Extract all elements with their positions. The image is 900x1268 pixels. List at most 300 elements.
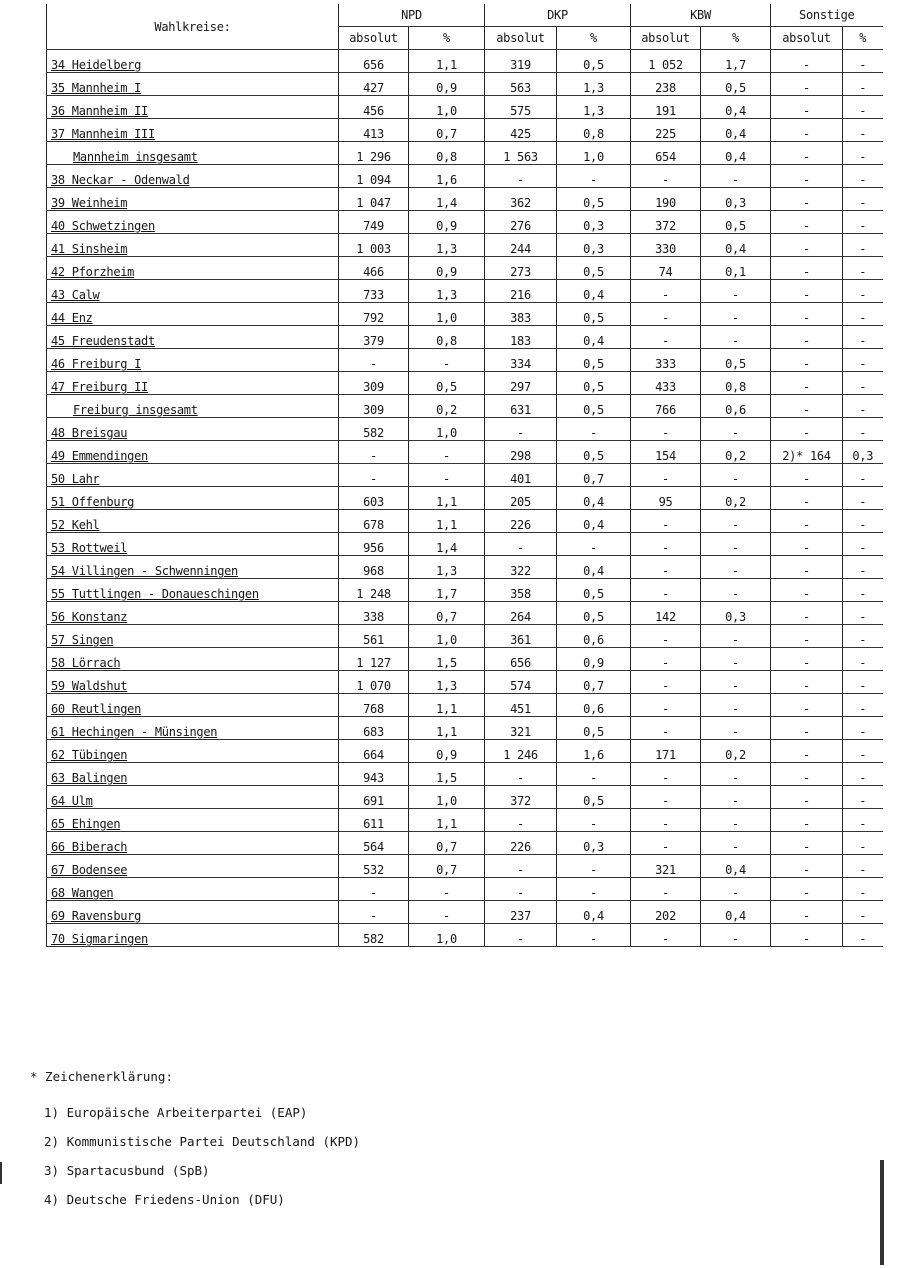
cell-kbw-absolut: - bbox=[631, 510, 701, 533]
table-row bbox=[47, 395, 883, 418]
cell-kbw-absolut: - bbox=[631, 556, 701, 579]
constituency-name: 57 Singen bbox=[51, 633, 114, 647]
table-row bbox=[47, 326, 883, 349]
cell-sonstige-percent: - bbox=[843, 211, 883, 234]
cell-npd-percent: 1,0 bbox=[409, 418, 485, 441]
cell-dkp-percent: 0,4 bbox=[557, 556, 631, 579]
cell-dkp-percent: 0,3 bbox=[557, 832, 631, 855]
cell-kbw-percent: - bbox=[701, 556, 771, 579]
cell-sonstige-percent: - bbox=[843, 878, 883, 901]
cell-dkp-absolut: 1 246 bbox=[485, 740, 557, 763]
table-row bbox=[47, 901, 883, 924]
cell-kbw-percent: 0,5 bbox=[701, 73, 771, 96]
constituency-cell bbox=[47, 786, 339, 809]
subcolumn-dkp-absolut: absolut bbox=[485, 27, 557, 50]
cell-npd-absolut: 564 bbox=[339, 832, 409, 855]
constituency-cell bbox=[47, 671, 339, 694]
table-row bbox=[47, 119, 883, 142]
table-row bbox=[47, 234, 883, 257]
cell-dkp-percent: 0,3 bbox=[557, 211, 631, 234]
table-row bbox=[47, 556, 883, 579]
cell-kbw-percent: 0,4 bbox=[701, 901, 771, 924]
cell-kbw-absolut: - bbox=[631, 717, 701, 740]
constituency-name: 67 Bodensee bbox=[51, 863, 128, 877]
cell-dkp-absolut: 425 bbox=[485, 119, 557, 142]
constituency-cell bbox=[47, 142, 339, 165]
constituency-cell bbox=[47, 878, 339, 901]
cell-dkp-absolut: 237 bbox=[485, 901, 557, 924]
cell-sonstige-absolut: - bbox=[771, 487, 843, 510]
constituency-cell bbox=[47, 763, 339, 786]
cell-kbw-absolut: 225 bbox=[631, 119, 701, 142]
cell-sonstige-percent: - bbox=[843, 786, 883, 809]
cell-dkp-absolut: 362 bbox=[485, 188, 557, 211]
cell-kbw-absolut: - bbox=[631, 648, 701, 671]
cell-dkp-percent: 0,4 bbox=[557, 510, 631, 533]
cell-kbw-absolut: 654 bbox=[631, 142, 701, 165]
cell-sonstige-absolut: - bbox=[771, 326, 843, 349]
cell-sonstige-percent: - bbox=[843, 855, 883, 878]
table-row bbox=[47, 142, 883, 165]
cell-sonstige-absolut: - bbox=[771, 533, 843, 556]
table-row bbox=[47, 717, 883, 740]
table-row bbox=[47, 188, 883, 211]
constituency-name: 62 Tübingen bbox=[51, 748, 128, 762]
cell-kbw-percent: - bbox=[701, 786, 771, 809]
constituency-name: 65 Ehingen bbox=[51, 817, 121, 831]
cell-npd-absolut: 678 bbox=[339, 510, 409, 533]
constituency-cell bbox=[47, 349, 339, 372]
cell-kbw-absolut: - bbox=[631, 924, 701, 947]
cell-npd-percent: - bbox=[409, 878, 485, 901]
cell-sonstige-absolut: - bbox=[771, 464, 843, 487]
table-row bbox=[47, 648, 883, 671]
cell-kbw-percent: - bbox=[701, 763, 771, 786]
cell-kbw-percent: - bbox=[701, 625, 771, 648]
cell-sonstige-percent: - bbox=[843, 556, 883, 579]
constituency-name: 44 Enz bbox=[51, 311, 93, 325]
cell-npd-percent: 1,5 bbox=[409, 648, 485, 671]
cell-kbw-percent: - bbox=[701, 809, 771, 832]
constituency-name: 52 Kehl bbox=[51, 518, 100, 532]
cell-kbw-absolut: - bbox=[631, 303, 701, 326]
constituency-cell bbox=[47, 234, 339, 257]
cell-dkp-percent: 1,0 bbox=[557, 142, 631, 165]
cell-npd-percent: 1,3 bbox=[409, 280, 485, 303]
constituency-cell bbox=[47, 441, 339, 464]
cell-sonstige-percent: - bbox=[843, 119, 883, 142]
cell-dkp-absolut: 276 bbox=[485, 211, 557, 234]
constituency-name: 39 Weinheim bbox=[51, 196, 128, 210]
cell-dkp-absolut: 401 bbox=[485, 464, 557, 487]
cell-kbw-percent: 0,4 bbox=[701, 234, 771, 257]
cell-sonstige-absolut: - bbox=[771, 809, 843, 832]
cell-npd-percent: 1,1 bbox=[409, 510, 485, 533]
cell-npd-percent: 1,4 bbox=[409, 188, 485, 211]
constituency-name: 47 Freiburg II bbox=[51, 380, 148, 394]
constituency-cell bbox=[47, 96, 339, 119]
cell-kbw-absolut: - bbox=[631, 280, 701, 303]
cell-sonstige-absolut: 2)* 164 bbox=[771, 441, 843, 464]
party-header-kbw: KBW bbox=[631, 4, 771, 27]
cell-kbw-percent: - bbox=[701, 671, 771, 694]
constituency-name: 38 Neckar - Odenwald bbox=[51, 173, 190, 187]
legend-item-kpd: 2) Kommunistische Partei Deutschland (KPD) bbox=[44, 1134, 361, 1149]
cell-dkp-percent: 0,5 bbox=[557, 441, 631, 464]
cell-kbw-absolut: 74 bbox=[631, 257, 701, 280]
cell-sonstige-absolut: - bbox=[771, 740, 843, 763]
table-row bbox=[47, 257, 883, 280]
cell-sonstige-percent: - bbox=[843, 73, 883, 96]
constituency-name: Mannheim insgesamt bbox=[73, 150, 198, 164]
cell-dkp-percent: - bbox=[557, 165, 631, 188]
cell-kbw-percent: - bbox=[701, 326, 771, 349]
subcolumn-npd-percent: % bbox=[409, 27, 485, 50]
cell-sonstige-absolut: - bbox=[771, 763, 843, 786]
constituency-cell bbox=[47, 119, 339, 142]
table-row bbox=[47, 372, 883, 395]
subcolumn-dkp-percent: % bbox=[557, 27, 631, 50]
constituency-name: 37 Mannheim III bbox=[51, 127, 155, 141]
cell-kbw-absolut: - bbox=[631, 165, 701, 188]
cell-npd-absolut: 456 bbox=[339, 96, 409, 119]
cell-dkp-percent: 0,5 bbox=[557, 395, 631, 418]
constituency-name: 68 Wangen bbox=[51, 886, 114, 900]
cell-kbw-absolut: 766 bbox=[631, 395, 701, 418]
cell-dkp-percent: 0,5 bbox=[557, 717, 631, 740]
constituency-cell bbox=[47, 602, 339, 625]
cell-kbw-absolut: 142 bbox=[631, 602, 701, 625]
cell-dkp-absolut: 273 bbox=[485, 257, 557, 280]
cell-sonstige-absolut: - bbox=[771, 510, 843, 533]
cell-npd-absolut: 968 bbox=[339, 556, 409, 579]
cell-npd-absolut: 338 bbox=[339, 602, 409, 625]
cell-npd-percent: 1,3 bbox=[409, 556, 485, 579]
cell-dkp-percent: - bbox=[557, 855, 631, 878]
cell-dkp-percent: 0,9 bbox=[557, 648, 631, 671]
cell-kbw-absolut: - bbox=[631, 533, 701, 556]
cell-sonstige-absolut: - bbox=[771, 142, 843, 165]
cell-dkp-absolut: 298 bbox=[485, 441, 557, 464]
cell-kbw-absolut: - bbox=[631, 786, 701, 809]
constituency-name: 60 Reutlingen bbox=[51, 702, 142, 716]
cell-sonstige-percent: - bbox=[843, 349, 883, 372]
table-row bbox=[47, 349, 883, 372]
constituency-name: 50 Lahr bbox=[51, 472, 100, 486]
cell-kbw-percent: - bbox=[701, 303, 771, 326]
cell-sonstige-percent: - bbox=[843, 625, 883, 648]
cell-dkp-percent: 0,5 bbox=[557, 579, 631, 602]
cell-npd-percent: 1,7 bbox=[409, 579, 485, 602]
constituency-name: 69 Ravensburg bbox=[51, 909, 142, 923]
cell-dkp-percent: 0,3 bbox=[557, 234, 631, 257]
election-results-table bbox=[46, 4, 883, 947]
cell-npd-percent: 0,7 bbox=[409, 832, 485, 855]
cell-dkp-percent: 0,7 bbox=[557, 671, 631, 694]
table-row bbox=[47, 96, 883, 119]
table-row bbox=[47, 418, 883, 441]
party-header-dkp: DKP bbox=[485, 4, 631, 27]
cell-dkp-absolut: 372 bbox=[485, 786, 557, 809]
cell-dkp-percent: - bbox=[557, 878, 631, 901]
cell-dkp-absolut: 575 bbox=[485, 96, 557, 119]
cell-sonstige-percent: - bbox=[843, 395, 883, 418]
cell-dkp-absolut: 1 563 bbox=[485, 142, 557, 165]
cell-sonstige-percent: - bbox=[843, 188, 883, 211]
cell-npd-absolut: 656 bbox=[339, 50, 409, 73]
cell-npd-absolut: 691 bbox=[339, 786, 409, 809]
cell-dkp-percent: 1,6 bbox=[557, 740, 631, 763]
constituency-cell bbox=[47, 740, 339, 763]
table-row bbox=[47, 671, 883, 694]
constituency-cell bbox=[47, 579, 339, 602]
cell-sonstige-percent: - bbox=[843, 924, 883, 947]
constituency-name: 59 Waldshut bbox=[51, 679, 128, 693]
legend-item-eap: 1) Europäische Arbeiterpartei (EAP) bbox=[44, 1105, 308, 1120]
cell-kbw-percent: 0,1 bbox=[701, 257, 771, 280]
cell-npd-percent: 1,0 bbox=[409, 786, 485, 809]
cell-kbw-absolut: - bbox=[631, 809, 701, 832]
cell-npd-percent: 1,0 bbox=[409, 303, 485, 326]
cell-sonstige-percent: - bbox=[843, 50, 883, 73]
cell-sonstige-absolut: - bbox=[771, 395, 843, 418]
cell-npd-absolut: 1 248 bbox=[339, 579, 409, 602]
cell-npd-absolut: 582 bbox=[339, 418, 409, 441]
cell-npd-absolut: 561 bbox=[339, 625, 409, 648]
cell-dkp-percent: 0,4 bbox=[557, 901, 631, 924]
cell-npd-absolut: - bbox=[339, 901, 409, 924]
cell-kbw-percent: 0,2 bbox=[701, 441, 771, 464]
cell-sonstige-absolut: - bbox=[771, 372, 843, 395]
constituency-cell bbox=[47, 510, 339, 533]
cell-npd-absolut: 466 bbox=[339, 257, 409, 280]
cell-kbw-absolut: 171 bbox=[631, 740, 701, 763]
cell-dkp-absolut: 334 bbox=[485, 349, 557, 372]
cell-npd-percent: 1,0 bbox=[409, 924, 485, 947]
cell-npd-absolut: 603 bbox=[339, 487, 409, 510]
constituency-name: 35 Mannheim I bbox=[51, 81, 142, 95]
cell-kbw-percent: 0,8 bbox=[701, 372, 771, 395]
cell-npd-percent: 1,1 bbox=[409, 694, 485, 717]
cell-kbw-percent: 0,6 bbox=[701, 395, 771, 418]
cell-kbw-percent: - bbox=[701, 878, 771, 901]
cell-dkp-percent: - bbox=[557, 418, 631, 441]
cell-dkp-percent: 0,6 bbox=[557, 625, 631, 648]
cell-dkp-percent: 0,4 bbox=[557, 280, 631, 303]
constituency-name: 51 Offenburg bbox=[51, 495, 135, 509]
cell-dkp-percent: 0,8 bbox=[557, 119, 631, 142]
constituency-cell bbox=[47, 464, 339, 487]
cell-sonstige-absolut: - bbox=[771, 671, 843, 694]
cell-dkp-percent: - bbox=[557, 763, 631, 786]
cell-kbw-percent: - bbox=[701, 648, 771, 671]
cell-sonstige-percent: - bbox=[843, 96, 883, 119]
cell-npd-absolut: - bbox=[339, 441, 409, 464]
cell-dkp-absolut: 319 bbox=[485, 50, 557, 73]
table-row bbox=[47, 579, 883, 602]
subcolumn-kbw-percent: % bbox=[701, 27, 771, 50]
cell-sonstige-percent: - bbox=[843, 464, 883, 487]
cell-kbw-percent: - bbox=[701, 464, 771, 487]
cell-kbw-percent: - bbox=[701, 165, 771, 188]
cell-sonstige-percent: - bbox=[843, 717, 883, 740]
cell-dkp-percent: 0,5 bbox=[557, 257, 631, 280]
constituency-cell bbox=[47, 717, 339, 740]
constituency-name: 56 Konstanz bbox=[51, 610, 128, 624]
cell-npd-percent: 0,9 bbox=[409, 211, 485, 234]
table-row bbox=[47, 73, 883, 96]
table-row bbox=[47, 464, 883, 487]
table-row bbox=[47, 165, 883, 188]
legend-title: * Zeichenerklärung: bbox=[30, 1069, 173, 1084]
constituency-name: 45 Freudenstadt bbox=[51, 334, 155, 348]
cell-kbw-absolut: - bbox=[631, 326, 701, 349]
constituency-name: 40 Schwetzingen bbox=[51, 219, 155, 233]
cell-sonstige-absolut: - bbox=[771, 602, 843, 625]
cell-sonstige-percent: - bbox=[843, 740, 883, 763]
cell-dkp-percent: - bbox=[557, 809, 631, 832]
constituency-name: 43 Calw bbox=[51, 288, 100, 302]
cell-dkp-percent: 0,5 bbox=[557, 349, 631, 372]
cell-dkp-absolut: 226 bbox=[485, 510, 557, 533]
cell-npd-percent: 0,8 bbox=[409, 142, 485, 165]
constituency-name: 63 Balingen bbox=[51, 771, 128, 785]
constituency-name: 70 Sigmaringen bbox=[51, 932, 148, 946]
cell-dkp-percent: 0,6 bbox=[557, 694, 631, 717]
cell-dkp-percent: 0,4 bbox=[557, 326, 631, 349]
cell-kbw-percent: - bbox=[701, 924, 771, 947]
constituency-name: 66 Biberach bbox=[51, 840, 128, 854]
cell-kbw-percent: - bbox=[701, 280, 771, 303]
cell-npd-absolut: 413 bbox=[339, 119, 409, 142]
table-body bbox=[47, 50, 883, 947]
cell-kbw-percent: 0,2 bbox=[701, 487, 771, 510]
cell-kbw-absolut: - bbox=[631, 464, 701, 487]
constituency-cell bbox=[47, 556, 339, 579]
constituency-cell bbox=[47, 395, 339, 418]
cell-sonstige-percent: - bbox=[843, 326, 883, 349]
constituency-name: 48 Breisgau bbox=[51, 426, 128, 440]
party-header-row bbox=[47, 4, 883, 27]
cell-kbw-absolut: 154 bbox=[631, 441, 701, 464]
cell-sonstige-absolut: - bbox=[771, 234, 843, 257]
table-row bbox=[47, 510, 883, 533]
symbol-legend bbox=[30, 1062, 360, 1214]
cell-sonstige-absolut: - bbox=[771, 257, 843, 280]
cell-sonstige-absolut: - bbox=[771, 855, 843, 878]
cell-npd-percent: 1,1 bbox=[409, 487, 485, 510]
cell-dkp-absolut: 631 bbox=[485, 395, 557, 418]
cell-dkp-absolut: 244 bbox=[485, 234, 557, 257]
cell-sonstige-percent: - bbox=[843, 602, 883, 625]
cell-dkp-percent: 0,5 bbox=[557, 602, 631, 625]
cell-sonstige-percent: - bbox=[843, 165, 883, 188]
cell-kbw-percent: - bbox=[701, 694, 771, 717]
cell-npd-percent: 1,0 bbox=[409, 96, 485, 119]
table-row bbox=[47, 280, 883, 303]
cell-sonstige-absolut: - bbox=[771, 924, 843, 947]
cell-sonstige-percent: - bbox=[843, 671, 883, 694]
cell-npd-percent: - bbox=[409, 464, 485, 487]
cell-kbw-absolut: - bbox=[631, 832, 701, 855]
cell-npd-absolut: 1 127 bbox=[339, 648, 409, 671]
cell-kbw-percent: - bbox=[701, 533, 771, 556]
cell-sonstige-absolut: - bbox=[771, 694, 843, 717]
cell-sonstige-absolut: - bbox=[771, 96, 843, 119]
cell-dkp-absolut: 322 bbox=[485, 556, 557, 579]
table-row bbox=[47, 855, 883, 878]
cell-sonstige-percent: - bbox=[843, 763, 883, 786]
cell-npd-percent: 0,9 bbox=[409, 740, 485, 763]
cell-npd-percent: 1,4 bbox=[409, 533, 485, 556]
cell-dkp-absolut: - bbox=[485, 924, 557, 947]
cell-sonstige-percent: - bbox=[843, 142, 883, 165]
cell-sonstige-absolut: - bbox=[771, 579, 843, 602]
cell-dkp-percent: 0,5 bbox=[557, 303, 631, 326]
cell-npd-percent: 0,7 bbox=[409, 119, 485, 142]
cell-dkp-absolut: - bbox=[485, 763, 557, 786]
constituency-cell bbox=[47, 303, 339, 326]
cell-npd-percent: 0,5 bbox=[409, 372, 485, 395]
constituency-name: 49 Emmendingen bbox=[51, 449, 148, 463]
subcolumn-kbw-absolut: absolut bbox=[631, 27, 701, 50]
cell-sonstige-absolut: - bbox=[771, 556, 843, 579]
cell-npd-percent: 0,9 bbox=[409, 257, 485, 280]
cell-sonstige-absolut: - bbox=[771, 832, 843, 855]
cell-dkp-absolut: 264 bbox=[485, 602, 557, 625]
cell-npd-absolut: - bbox=[339, 349, 409, 372]
table-row bbox=[47, 533, 883, 556]
cell-dkp-absolut: - bbox=[485, 533, 557, 556]
cell-kbw-absolut: 1 052 bbox=[631, 50, 701, 73]
cell-dkp-absolut: 358 bbox=[485, 579, 557, 602]
table-row bbox=[47, 832, 883, 855]
table-row bbox=[47, 602, 883, 625]
cell-sonstige-percent: - bbox=[843, 303, 883, 326]
cell-npd-absolut: - bbox=[339, 878, 409, 901]
cell-kbw-percent: 0,4 bbox=[701, 119, 771, 142]
cell-kbw-percent: 0,4 bbox=[701, 96, 771, 119]
constituencies-header: Wahlkreise: bbox=[47, 4, 339, 50]
cell-dkp-percent: 0,5 bbox=[557, 188, 631, 211]
cell-npd-percent: 0,8 bbox=[409, 326, 485, 349]
constituency-cell bbox=[47, 280, 339, 303]
cell-kbw-absolut: 95 bbox=[631, 487, 701, 510]
cell-dkp-percent: 0,5 bbox=[557, 50, 631, 73]
cell-kbw-absolut: - bbox=[631, 671, 701, 694]
table-row bbox=[47, 211, 883, 234]
constituency-name: 41 Sinsheim bbox=[51, 242, 128, 256]
cell-npd-absolut: 427 bbox=[339, 73, 409, 96]
cell-sonstige-absolut: - bbox=[771, 50, 843, 73]
subcolumn-sonstige-percent: % bbox=[843, 27, 883, 50]
scan-edge-mark bbox=[880, 1160, 884, 1265]
cell-dkp-absolut: - bbox=[485, 878, 557, 901]
subcolumn-npd-absolut: absolut bbox=[339, 27, 409, 50]
constituency-name: 42 Pforzheim bbox=[51, 265, 135, 279]
cell-kbw-percent: 0,3 bbox=[701, 602, 771, 625]
constituency-cell bbox=[47, 165, 339, 188]
cell-dkp-percent: 0,4 bbox=[557, 487, 631, 510]
cell-npd-absolut: 1 003 bbox=[339, 234, 409, 257]
cell-kbw-absolut: 238 bbox=[631, 73, 701, 96]
cell-sonstige-percent: - bbox=[843, 372, 883, 395]
cell-dkp-absolut: 451 bbox=[485, 694, 557, 717]
constituency-cell bbox=[47, 73, 339, 96]
cell-sonstige-absolut: - bbox=[771, 648, 843, 671]
table-row bbox=[47, 487, 883, 510]
cell-npd-absolut: 1 070 bbox=[339, 671, 409, 694]
